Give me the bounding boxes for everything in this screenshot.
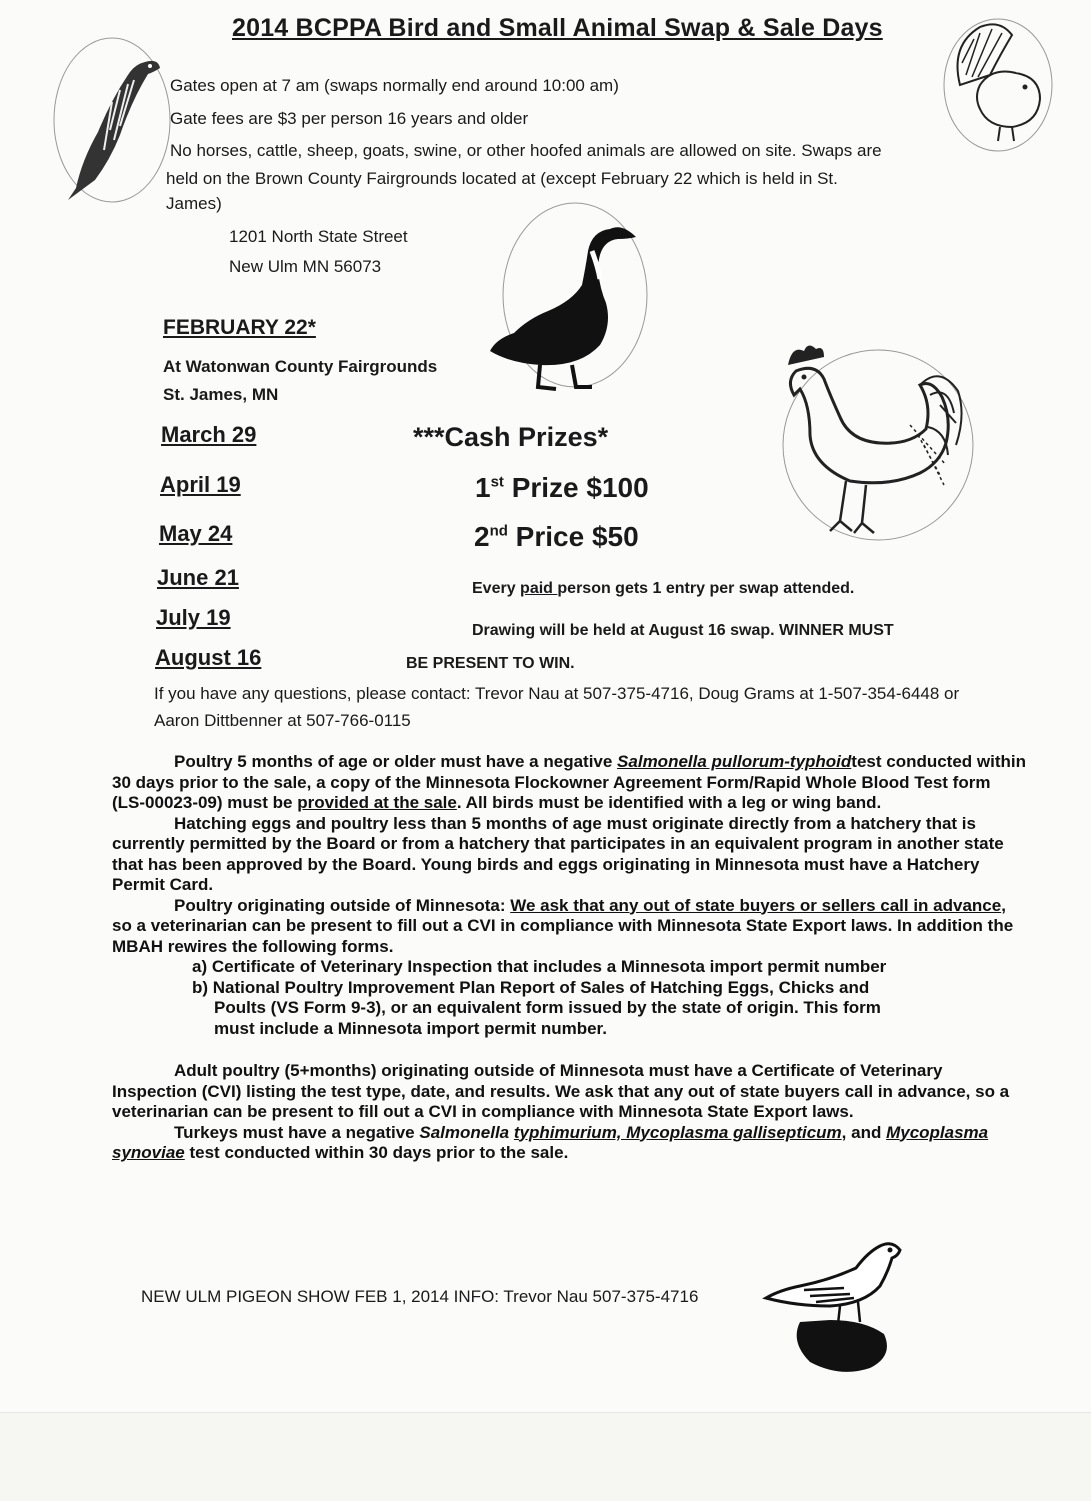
rule-out-of-state: Poultry originating outside of Minnesota: We ask that any out of state buyers or sellers call in advance, so a veterinarian can be present to fill out a CVI in compliance with Minnesota State Export laws. In addition the MBAH rewires the following forms. (112, 895, 1014, 956)
date-june: June 21 (157, 565, 239, 590)
present-note: BE PRESENT TO WIN. (406, 655, 575, 672)
intro-rules-line2: held on the Brown County Fairgrounds located at (except February 22 which is held in St. (166, 169, 838, 188)
date-july: July 19 (156, 605, 231, 630)
rule-poultry-older: Poultry 5 months of age or older must have a negative Salmonella pullorum-typhoidtest conducted within 30 days prior to the sale, a copy of the Minnesota Flockowner Agreement Form/Rapid Whole Blood Test form (LS-00023-09) must be provided at the sale. All birds must be identified with a leg or wing band. (112, 752, 1027, 812)
date-may: May 24 (159, 521, 233, 546)
address-street: 1201 North State Street (229, 227, 408, 246)
pigeon-show-info: NEW ULM PIGEON SHOW FEB 1, 2014 INFO: Trevor Nau 507-375-4716 (141, 1287, 699, 1306)
flyer-title: 2014 BCPPA Bird and Small Animal Swap & Sale Days (232, 14, 883, 42)
rooster-icon (770, 335, 975, 545)
required-forms-list (112, 957, 1027, 1039)
form-item-b-line3: must include a Minnesota import permit number. (214, 1018, 607, 1038)
feb-location: At Watonwan County Fairgrounds (163, 357, 438, 376)
rules-section (112, 752, 1027, 1164)
intro-gates: Gates open at 7 am (swaps normally end around 10:00 am) (170, 76, 619, 95)
date-march: March 29 (161, 422, 257, 447)
first-prize: 1st Prize $100 (475, 472, 649, 503)
form-item-a: a) Certificate of Veterinary Inspection that includes a Minnesota import permit number (192, 957, 887, 976)
form-item-b-line2: Poults (VS Form 9-3), or an equivalent form issued by the state of origin. This form (214, 998, 881, 1017)
feb-date: FEBRUARY 22* (163, 316, 316, 339)
contact-info: If you have any questions, please contact: Trevor Nau at 507-375-4716, Doug Grams at 1-507-354-6448 or Aaron Dittbenner at 507-766-0115 (154, 684, 960, 730)
date-august: August 16 (155, 645, 262, 670)
intro-rules-line1: No horses, cattle, sheep, goats, swine, or other hoofed animals are allowed on site. Swaps are (170, 141, 882, 160)
intro-fees: Gate fees are $3 per person 16 years and older (170, 109, 529, 128)
feb-city: St. James, MN (163, 385, 279, 404)
date-april: April 19 (160, 472, 241, 497)
page-bottom-margin (0, 1412, 1091, 1501)
drawing-note: Drawing will be held at August 16 swap. WINNER MUST (472, 622, 894, 639)
intro-rules-line3: James) (166, 194, 222, 213)
sparrow-icon (50, 40, 170, 210)
rule-turkeys: Turkeys must have a negative Salmonella typhimurium, Mycoplasma gallisepticum, and Mycoplasma synoviae test conducted within 30 days prior to the sale. (112, 1122, 989, 1162)
rule-hatching-eggs: Hatching eggs and poultry less than 5 months of age must originate directly from a hatchery that is currently permitted by the Board or from a hatchery that participates in an equivalent program in another state that has been approved by the Board. Young birds and eggs originating in Minnesota must have a Hatchery Permit Card. (112, 813, 1004, 894)
address-city: New Ulm MN 56073 (229, 257, 382, 276)
second-prize: 2nd Price $50 (474, 521, 639, 552)
entry-note: Every paid person gets 1 entry per swap attended. (472, 580, 855, 597)
rule-adult-poultry: Adult poultry (5+months) originating outside of Minnesota must have a Certificate of Veterinary Inspection (CVI) listing the test type, date, and results. We ask that any out of state buyers call in advance, so a veterinarian can be present to fill out a CVI in compliance with Minnesota State Export laws. (112, 1061, 1010, 1121)
form-item-b-line1: b) National Poultry Improvement Plan Report of Sales of Hatching Eggs, Chicks and (192, 977, 870, 997)
cash-prizes-heading: ***Cash Prizes* (413, 422, 609, 452)
goose-icon (480, 215, 655, 395)
fantail-pigeon-icon (940, 15, 1060, 155)
pigeon-icon (760, 1232, 910, 1382)
